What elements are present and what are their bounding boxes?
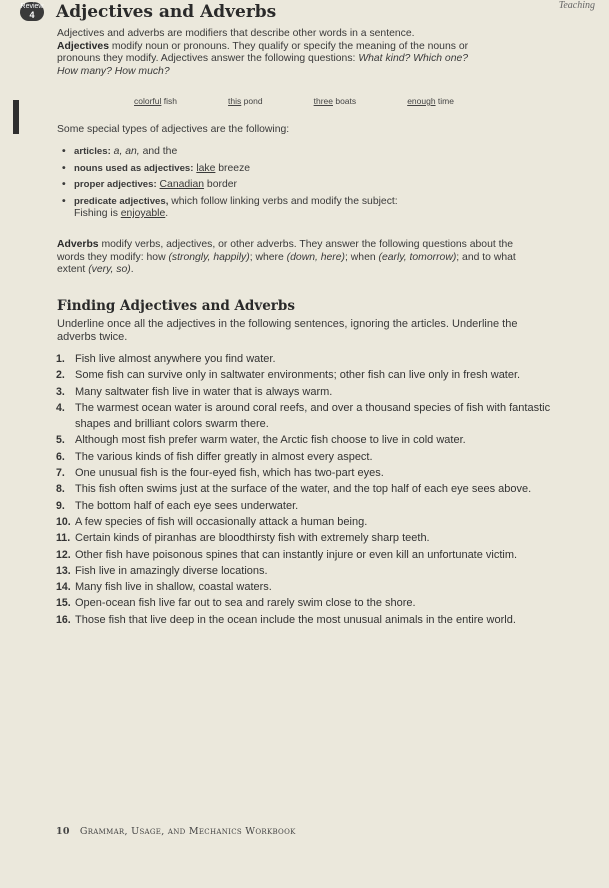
articles-rest: and the bbox=[139, 146, 178, 157]
corner-label: Teaching bbox=[558, 0, 595, 11]
proper-example-adj: Canadian bbox=[159, 179, 205, 190]
sentence-number: 9. bbox=[56, 499, 65, 512]
example-item bbox=[314, 96, 357, 106]
proper-example-rest: border bbox=[204, 179, 237, 190]
predicate-example-adj: enjoyable bbox=[120, 208, 166, 219]
nouns-example-adj: lake bbox=[196, 162, 216, 174]
page-footer bbox=[56, 826, 296, 837]
articles-term: articles: bbox=[74, 146, 111, 157]
adverbs-def-4: ; and to what extent bbox=[57, 251, 516, 275]
page-number: 10 bbox=[56, 826, 70, 837]
adverbs-how-examples: (strongly, happily) bbox=[168, 251, 250, 263]
adjective-examples bbox=[134, 96, 454, 106]
sentence-text: The various kinds of fish differ greatly in almost every aspect. bbox=[75, 450, 373, 463]
exercise-instructions: Underline once all the adjectives in the following sentences, ignoring the articles. Underline the adverbs twice. bbox=[57, 318, 518, 343]
special-types-intro: Some special types of adjectives are the following: bbox=[57, 124, 290, 135]
adverbs-extent-examples: (very, so) bbox=[88, 264, 131, 275]
adverbs-paragraph bbox=[57, 239, 527, 277]
intro-paragraph bbox=[57, 28, 487, 78]
exercise-sentence bbox=[56, 498, 556, 514]
sentence-text: This fish often swims just at the surface of the water, and the top half of each eye sees above. bbox=[75, 483, 532, 496]
adverbs-when-examples: (early, tomorrow) bbox=[378, 251, 457, 263]
intro-line: Adjectives and adverbs are modifiers that describe other words in a sentence. bbox=[57, 28, 415, 39]
exercise-sentence bbox=[56, 547, 556, 563]
sentence-text: The warmest ocean water is around coral reefs, and over a thousand species of fish with fantastic shapes and brilliant colors swarm there. bbox=[75, 401, 551, 431]
sentence-number: 3. bbox=[56, 385, 65, 398]
example-adjective: three bbox=[313, 96, 333, 106]
sentence-text: A few species of fish will occasionally attack a human being. bbox=[75, 515, 368, 528]
exercise-sentence bbox=[56, 449, 556, 465]
example-item bbox=[134, 96, 177, 106]
sentence-number: 10. bbox=[56, 515, 71, 528]
special-types-list bbox=[62, 146, 514, 225]
exercise-sentence bbox=[56, 481, 556, 497]
book-title: Grammar, Usage, and Mechanics Workbook bbox=[79, 826, 296, 837]
sentence-number: 11. bbox=[56, 532, 71, 545]
sentence-text: Some fish can survive only in saltwater environments; other fish can live only in fresh water. bbox=[75, 369, 521, 382]
sentence-number: 8. bbox=[56, 483, 65, 496]
exercise-sentence bbox=[56, 400, 556, 433]
sentence-number: 12. bbox=[56, 548, 71, 561]
adverbs-term: Adverbs bbox=[57, 239, 99, 250]
adjectives-term: Adjectives bbox=[57, 40, 109, 52]
example-adjective: this bbox=[228, 96, 242, 106]
example-adjective: colorful bbox=[134, 96, 162, 106]
predicate-adjectives-term: predicate adjectives, bbox=[74, 195, 169, 207]
predicate-example-end: . bbox=[165, 208, 169, 219]
example-noun: fish bbox=[161, 96, 177, 106]
exercise-sentence bbox=[56, 384, 556, 400]
list-item bbox=[74, 179, 514, 192]
exercise-sentence bbox=[56, 579, 556, 595]
predicate-example-start: Fishing is bbox=[74, 208, 121, 219]
proper-adjectives-term: proper adjectives: bbox=[74, 179, 157, 190]
adverbs-def-2: ; where bbox=[249, 251, 287, 263]
list-item bbox=[74, 196, 514, 221]
sentence-number: 13. bbox=[56, 564, 71, 577]
adverbs-def-1: modify verbs, adjectives, or other adverbs. They answer the following questions about the words they modify: how bbox=[57, 239, 514, 263]
list-item bbox=[74, 146, 514, 159]
lesson-badge bbox=[20, 2, 44, 21]
adjectives-definition: modify noun or pronouns. They qualify or specify the meaning of the nouns or pronouns they modify. Adjectives answer the following questions: bbox=[57, 40, 469, 64]
sentence-text: Those fish that live deep in the ocean include the most unusual animals in the entire world. bbox=[75, 613, 516, 626]
sentence-text: One unusual fish is the four-eyed fish, which has two-part eyes. bbox=[75, 467, 384, 480]
example-item bbox=[407, 96, 454, 106]
example-noun: boats bbox=[332, 96, 357, 106]
sentence-number: 2. bbox=[56, 369, 65, 382]
exercise-sentence bbox=[56, 465, 556, 481]
exercise-sentence bbox=[56, 612, 556, 628]
example-adjective: enough bbox=[407, 96, 436, 106]
section-heading: Finding Adjectives and Adverbs bbox=[57, 298, 295, 314]
sentence-number: 1. bbox=[56, 353, 65, 365]
badge-label: Review bbox=[20, 3, 44, 10]
exercise-sentences bbox=[56, 351, 556, 628]
sentence-text: Certain kinds of piranhas are bloodthirsty fish with extremely sharp teeth. bbox=[75, 532, 430, 545]
articles-list: a, an, bbox=[110, 146, 140, 157]
predicate-definition: which follow linking verbs and modify the subject: bbox=[168, 195, 398, 207]
adverbs-def-3: ; when bbox=[345, 251, 379, 263]
example-noun: pond bbox=[241, 96, 263, 106]
sentence-text: Fish live almost anywhere you find water. bbox=[75, 353, 276, 365]
sentence-number: 16. bbox=[56, 613, 71, 626]
badge-number: 4 bbox=[29, 10, 35, 20]
sentence-text: Although most fish prefer warm water, the Arctic fish choose to live in cold water. bbox=[75, 434, 466, 447]
exercise-sentence bbox=[56, 367, 556, 383]
adverbs-where-examples: (down, here) bbox=[286, 251, 346, 263]
sentence-number: 7. bbox=[56, 467, 65, 480]
sentence-number: 4. bbox=[56, 401, 65, 414]
example-item bbox=[228, 96, 263, 106]
list-item bbox=[74, 163, 514, 176]
sentence-text: Open-ocean fish live far out to sea and rarely swim close to the shore. bbox=[75, 597, 416, 610]
exercise-sentence bbox=[56, 514, 556, 530]
exercise-sentence bbox=[56, 432, 556, 448]
nouns-as-adjectives-term: nouns used as adjectives: bbox=[74, 162, 194, 174]
example-noun: time bbox=[435, 96, 454, 106]
adjective-questions: What kind? Which one? How many? How much? bbox=[57, 53, 469, 77]
sentence-number: 15. bbox=[56, 597, 71, 610]
sentence-number: 5. bbox=[56, 434, 65, 447]
exercise-sentence bbox=[56, 563, 556, 579]
exercise-sentence bbox=[56, 530, 556, 546]
sentence-text: The bottom half of each eye sees underwater. bbox=[75, 499, 299, 512]
sentence-number: 14. bbox=[56, 581, 71, 594]
sentence-text: Fish live in amazingly diverse locations. bbox=[75, 564, 268, 577]
sentence-text: Many fish live in shallow, coastal waters. bbox=[75, 581, 272, 594]
adverbs-def-5: . bbox=[130, 264, 134, 275]
margin-bar bbox=[13, 100, 19, 134]
page-title: Adjectives and Adverbs bbox=[56, 2, 277, 22]
nouns-example-rest: breeze bbox=[215, 162, 251, 174]
sentence-text: Other fish have poisonous spines that can instantly injure or even kill an unfortunate victim. bbox=[75, 548, 518, 561]
exercise-sentence bbox=[56, 595, 556, 611]
exercise-sentence bbox=[56, 351, 556, 367]
sentence-number: 6. bbox=[56, 450, 65, 463]
sentence-text: Many saltwater fish live in water that is always warm. bbox=[75, 385, 333, 398]
